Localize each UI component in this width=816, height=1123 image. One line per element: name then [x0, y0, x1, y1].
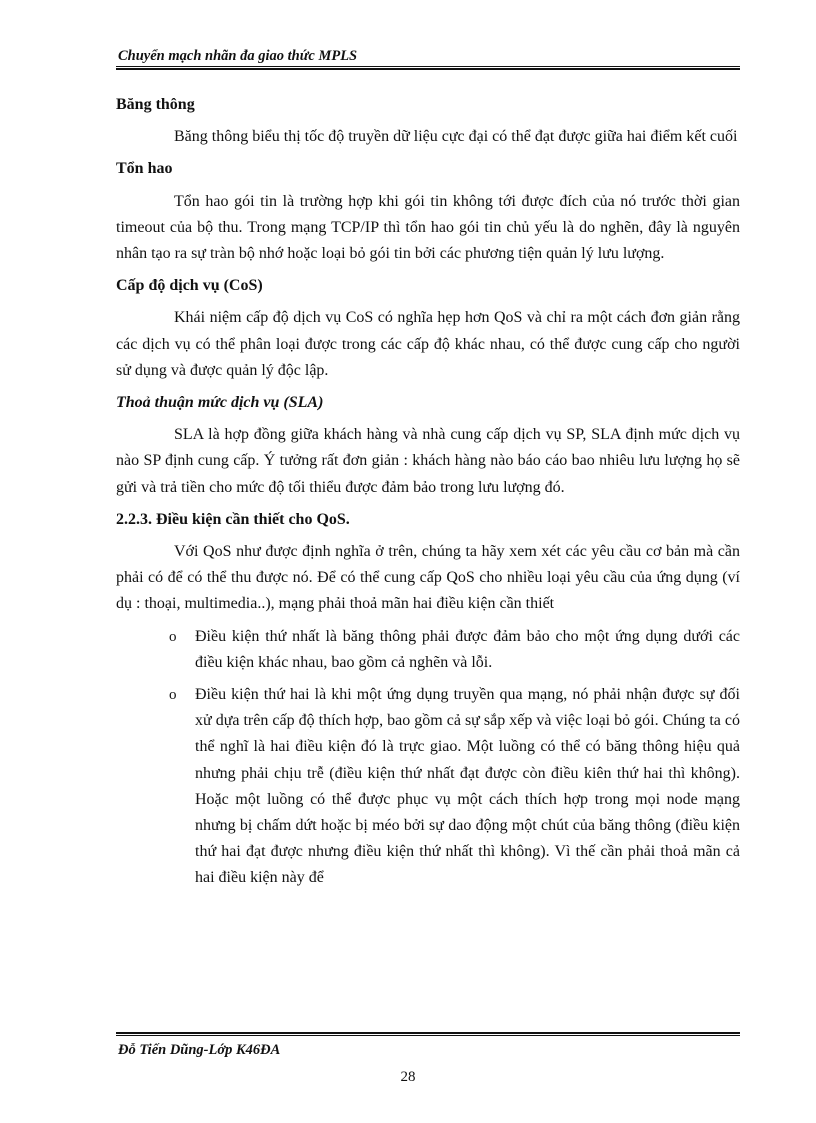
- list-item-text: Điều kiện thứ nhất là băng thông phải được đảm bảo cho một ứng dụng dưới các điều kiện khác nhau, bao gồm cả nghẽn và lỗi.: [195, 627, 740, 671]
- page-body: [116, 92, 740, 898]
- header-title: Chuyển mạch nhãn đa giao thức MPLS: [118, 48, 358, 64]
- section-heading-loss: Tổn hao: [116, 160, 173, 178]
- section-paragraph-cos: Khái niệm cấp độ dịch vụ CoS có nghĩa hẹp hơn QoS và chỉ ra một cách đơn giản rằng các dịch vụ có thể phân loại được trong các cấp độ khác nhau, có thể được cung cấp cho người sử dụng và được quản lý độc lập.: [116, 309, 740, 379]
- section-paragraph-loss: Tổn hao gói tin là trường hợp khi gói tin không tới được đích của nó trước thời gian timeout của bộ thu. Trong mạng TCP/IP thì tổn hao gói tin chủ yếu là do nghẽn, đây là nguyên nhân tạo ra sự tràn bộ nhớ hoặc loại bỏ gói tin bởi các phương tiện quản lý lưu lượng.: [116, 192, 740, 263]
- section-heading-sla: Thoả thuận mức dịch vụ (SLA): [116, 394, 324, 412]
- circle-bullet-icon: o: [169, 628, 177, 645]
- footer-rule-thin: [116, 1035, 740, 1036]
- footer-rule-thick: [116, 1032, 740, 1034]
- section-paragraph-bandwidth: Băng thông biểu thị tốc độ truyền dữ liệu cực đại có thể đạt được giữa hai điểm kết cuối: [174, 128, 738, 146]
- section-heading-qos-conditions: 2.2.3. Điều kiện cần thiết cho QoS.: [116, 510, 350, 528]
- list-item-text: Điều kiện thứ hai là khi một ứng dụng truyền qua mạng, nó phải nhận được sự đối xử dựa trên cấp độ thích hợp, bao gồm cả sự sắp xếp và việc loại bỏ gói. Chúng ta có thể nghĩ là hai điều kiện đó là trực giao. Một luồng có thể có băng thông hiệu quả nhưng phải chịu trễ (điều kiện thứ nhất đạt được còn điều kiên thứ hai thì không). Hoặc một luồng có thể được phục vụ một cách thích hợp trong mọi node mạng nhưng bị chấm dứt hoặc bị méo bởi sự dao động một chút của băng thông (điều kiện thứ hai đạt được nhưng điều kiện thứ nhất thì không). Vì thế cần phải thoả mãn cả hai điều kiện này để: [195, 686, 740, 887]
- section-heading-cos: Cấp độ dịch vụ (CoS): [116, 277, 263, 295]
- list-item: [116, 682, 740, 892]
- page-number: 28: [400, 1069, 416, 1085]
- header-rule-thin: [116, 66, 740, 67]
- circle-bullet-icon: o: [169, 687, 177, 704]
- section-paragraph-qos-conditions: Với QoS như được định nghĩa ở trên, chúng ta hãy xem xét các yêu cầu cơ bản mà cần phải có để có thể thu được nó. Để có thể cung cấp QoS cho nhiều loại yêu cầu của ứng dụng (ví dụ : thoại, multimedia..), mạng phải thoả mãn hai điều kiện cần thiết: [116, 543, 740, 613]
- footer-author: Đỗ Tiến Dũng-Lớp K46ĐA: [118, 1042, 281, 1058]
- section-paragraph-sla: SLA là hợp đồng giữa khách hàng và nhà cung cấp dịch vụ SP, SLA định mức dịch vụ nào SP định cung cấp. Ý tưởng rất đơn giản : khách hàng nào báo cáo bao nhiêu lưu lượng họ sẽ gửi và trả tiền cho mức độ tối thiểu được đảm bảo trong lưu lượng đó.: [116, 426, 740, 496]
- condition-list: [116, 624, 740, 892]
- header-rule-thick: [116, 68, 740, 70]
- list-item: [116, 624, 740, 676]
- section-heading-bandwidth: Băng thông: [116, 96, 195, 113]
